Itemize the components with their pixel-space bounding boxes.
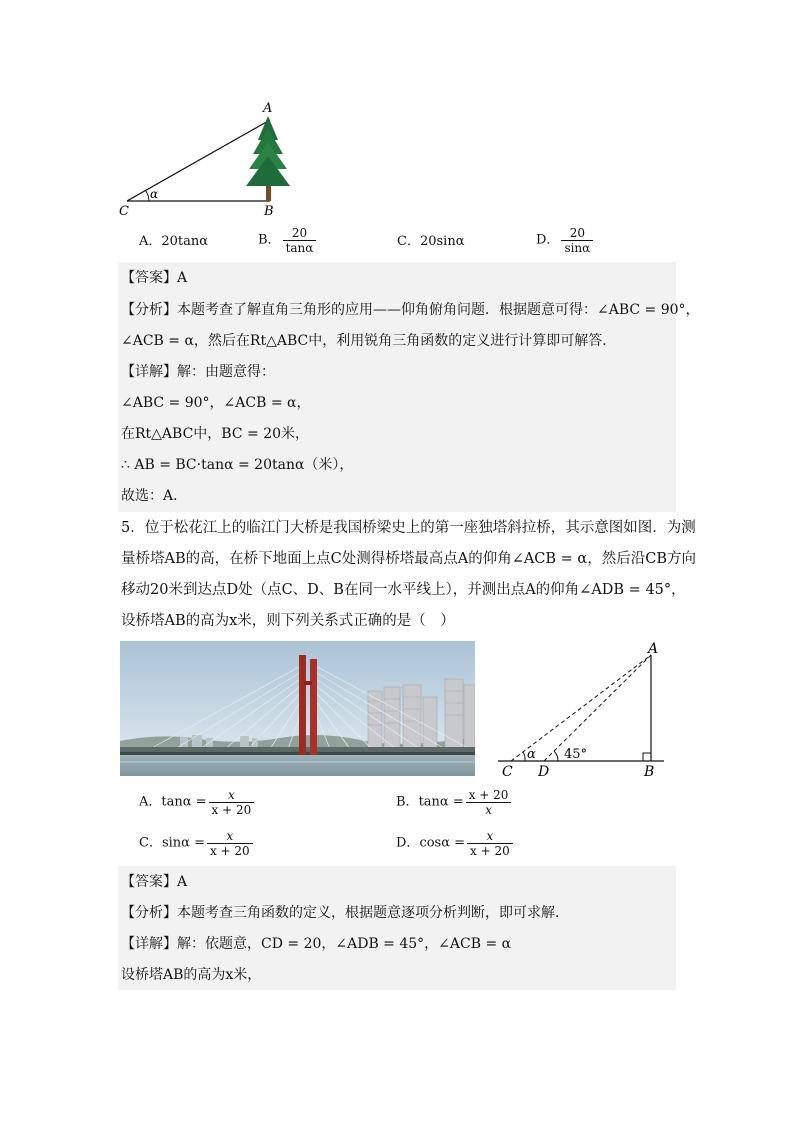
q4-option-a: A．20tanα [139, 234, 209, 249]
q5-question-line-2: 量桥塔AB的高，在桥下地面上点C处测得桥塔最高点A的仰角∠ACB = α，然后沿CB方向 [121, 551, 696, 567]
angle45-arc [554, 751, 558, 761]
q5-option-b: B．tanα = $\frac{x + 20}{x}$ [396, 788, 511, 817]
line-da [544, 655, 651, 761]
line-ca [511, 655, 651, 761]
label-d: D [538, 764, 550, 780]
q5-answer: 【答案】A [121, 874, 188, 890]
q5-detail-line-2: 设桥塔AB的高为x米， [121, 967, 262, 983]
label-c: C [502, 764, 513, 780]
label-b: B [264, 204, 274, 219]
label-a: A [648, 641, 659, 657]
q5-option-a: A．tanα = $\frac{x}{x + 20}$ [139, 788, 254, 817]
tree-icon [246, 116, 290, 201]
q5-question-line-4: 设桥塔AB的高为x米，则下列关系式正确的是（ ） [121, 613, 455, 629]
right-angle-mark [643, 753, 651, 761]
q5-question-line-1: 5．位于松花江上的临江门大桥是我国桥梁史上的第一座独塔斜拉桥，其示意图如图．为测 [121, 520, 696, 536]
label-alpha: α [150, 187, 159, 201]
angle-arc [146, 191, 149, 201]
label-45: 45° [564, 747, 588, 762]
q4-detail-line-5: 故选：A． [121, 488, 188, 504]
q4-detail-line-3: 在Rt△ABC中，BC = 20米， [121, 426, 310, 442]
q4-analysis-line-2: ∠ACB = α，然后在Rt△ABC中，利用锐角三角函数的定义进行计算即可解答． [121, 333, 617, 349]
label-c: C [119, 204, 129, 219]
q5-option-d: D．cosα = $\frac{x}{x + 20}$ [396, 829, 513, 858]
q5-detail-line-1: 【详解】解：依题意，CD = 20，∠ADB = 45°，∠ACB = α [121, 936, 512, 952]
bridge-photo [120, 641, 475, 776]
label-alpha: α [527, 747, 536, 762]
q5-analysis: 【分析】本题考查三角函数的定义，根据题意逐项分析判断，即可求解． [121, 905, 569, 921]
q4-option-b: B． $\frac{20}{\tan\alpha}$ [258, 226, 316, 255]
bridge-triangle-figure [494, 637, 670, 783]
label-b: B [644, 764, 655, 780]
q4-option-c: C．20sinα [397, 234, 465, 249]
q4-detail-line-4: ∴ AB = BC·tanα = 20tanα（米）， [121, 457, 354, 473]
q4-detail-line-2: ∠ABC = 90°，∠ACB = α， [121, 395, 311, 411]
alpha-arc [523, 752, 525, 761]
side-ca [127, 120, 270, 201]
q5-question-line-3: 移动20米到达点D处（点C、D、B在同一水平线上），并测出点A的仰角∠ADB = 45°， [121, 582, 686, 598]
q4-analysis-line-1: 【分析】本题考查了解直角三角形的应用——仰角俯角问题．根据题意可得：∠ABC = 90°， [121, 302, 700, 318]
label-a: A [263, 101, 273, 116]
q4-option-d: D． $\frac{20}{\sin\alpha}$ [536, 226, 593, 255]
q4-answer: 【答案】A [121, 270, 188, 286]
q4-detail-line-1: 【详解】解：由题意得： [121, 364, 275, 380]
tree-triangle-figure [115, 96, 305, 220]
q5-option-c: C．sinα = $\frac{x}{x + 20}$ [139, 829, 253, 858]
